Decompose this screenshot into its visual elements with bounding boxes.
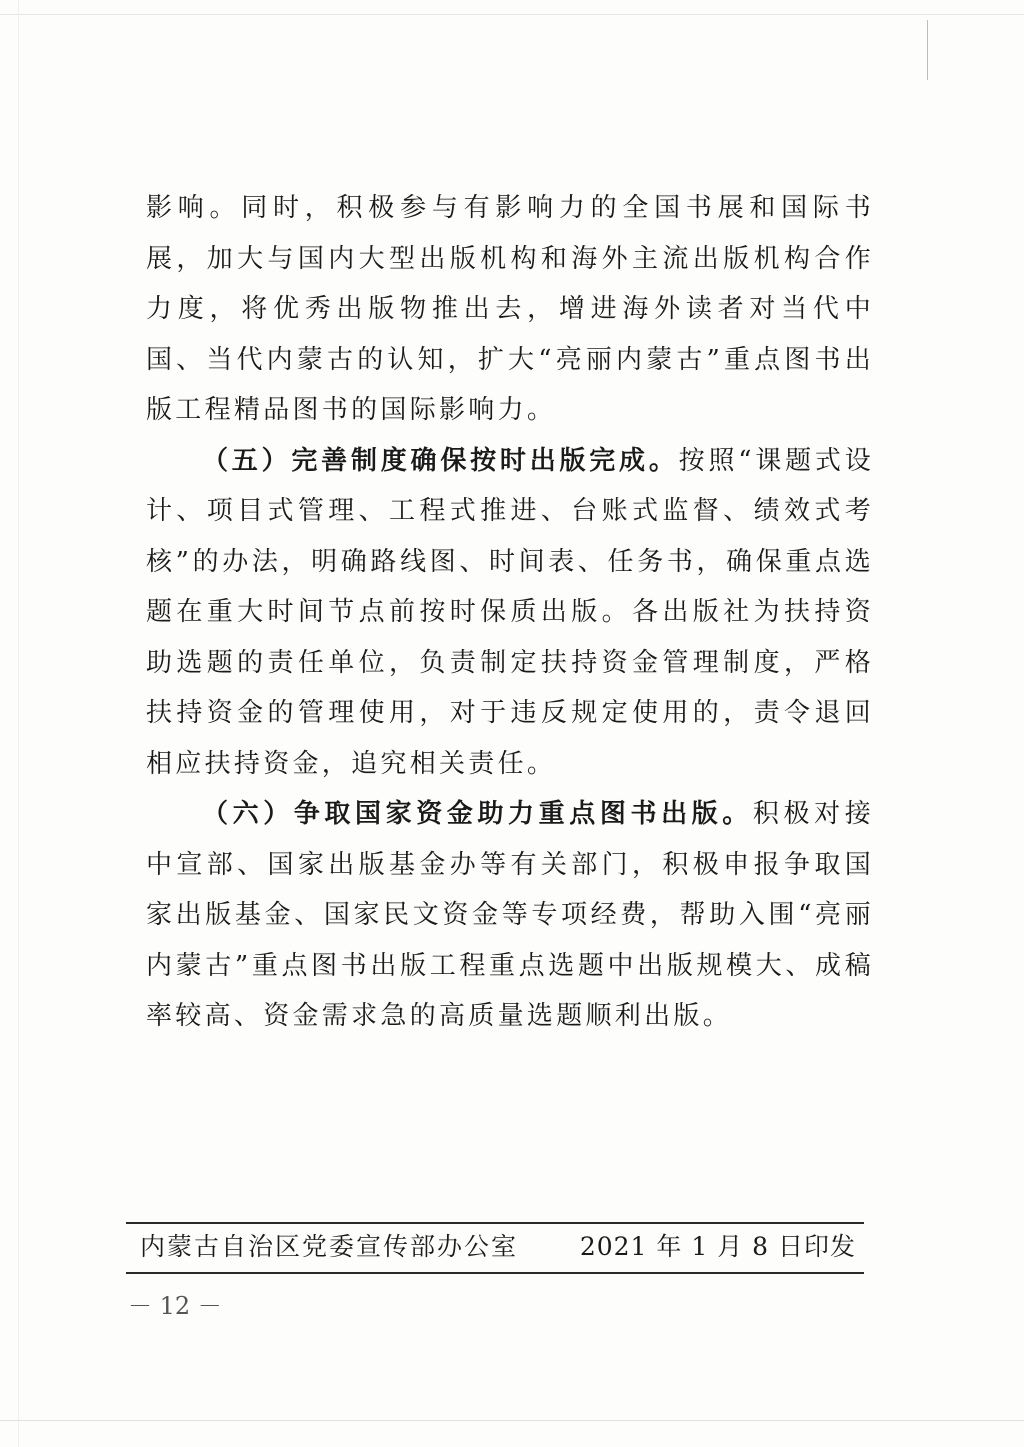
section-heading-five: （五）完善制度确保按时出版完成。 xyxy=(202,445,679,476)
scan-edge-bottom xyxy=(0,1420,1024,1421)
footer-rule-top xyxy=(126,1222,864,1224)
page-number: － 12 － xyxy=(128,1292,222,1320)
footer-issue-date: 2021 年 1 月 8 日印发 xyxy=(579,1232,856,1261)
scan-edge-top xyxy=(0,14,1024,15)
paragraph-text: 按照“课题式设计、项目式管理、工程式推进、台账式监督、绩效式考核”的办法，明确路线图、时间表、任务书，确保重点选题在重大时间节点前按时保质出版。各出版社为扶持资助选题的责任单位，负责制定扶持资金管理制度，严格扶持资金的管理使用，对于违反规定使用的，责令退回相应扶持资金，追究相关责任。 xyxy=(146,445,874,779)
paragraph-text: 积极对接中宣部、国家出版基金办等有关部门，积极申报争取国家出版基金、国家民文资金等专项经费，帮助入围“亮丽内蒙古”重点图书出版工程重点选题中出版规模大、成稿率较高、资金需求急的高质量选题顺利出版。 xyxy=(146,799,875,1031)
paragraph-text: 影响。同时，积极参与有影响力的全国书展和国际书展，加大与国内大型出版机构和海外主流出版机构合作力度，将优秀出版物推出去，增进海外读者对当代中国、当代内蒙古的认知，扩大“亮丽内蒙古”重点图书出版工程精品图书的国际影响力。 xyxy=(146,193,874,425)
footer-issuing-office: 内蒙古自治区党委宣传部办公室 xyxy=(140,1232,519,1261)
scan-edge-right xyxy=(927,20,928,80)
paragraph-continuation xyxy=(146,183,874,436)
scan-edge-left xyxy=(18,0,19,1447)
body-text xyxy=(146,183,874,1042)
footer-rule-bottom xyxy=(126,1272,864,1274)
section-heading-six: （六）争取国家资金助力重点图书出版。 xyxy=(202,799,753,829)
paragraph-section-six xyxy=(146,789,874,1042)
paragraph-section-five xyxy=(146,436,874,790)
